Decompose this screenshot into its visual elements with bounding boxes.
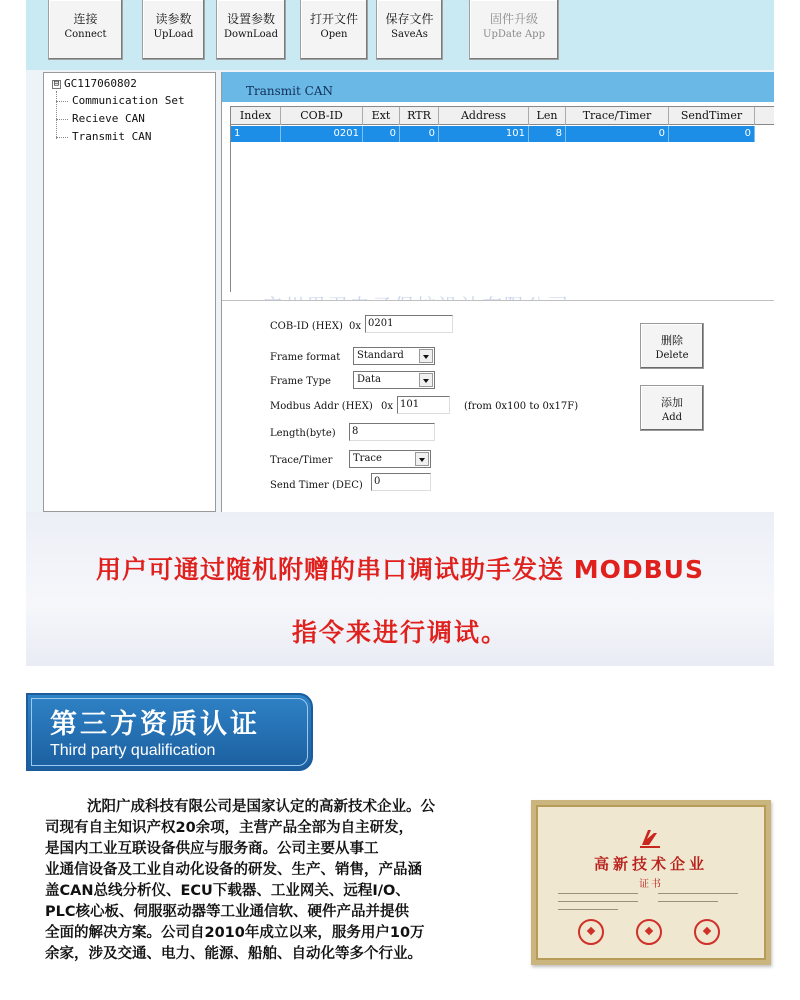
connect-button-en: Connect: [64, 29, 107, 40]
certificate-title: 高新技术企业: [593, 855, 708, 873]
certificate-text-line: [558, 909, 618, 910]
trace-timer-value: Trace: [353, 453, 382, 464]
certificate-text-line: [658, 893, 738, 894]
tree-root-label: GC117060802: [64, 77, 137, 90]
can-table: [230, 106, 774, 292]
add-button[interactable]: [640, 385, 704, 431]
description-line: 是国内工业互联设备供应与服务商。公司主要从事工: [45, 841, 379, 857]
frame-type-select[interactable]: [353, 371, 435, 389]
connect-button[interactable]: [48, 0, 123, 60]
column-header-len[interactable]: Len: [529, 107, 566, 125]
red-seal-icon: [636, 919, 662, 945]
delete-button[interactable]: [640, 323, 704, 369]
cell-cob-id: 0201: [281, 126, 363, 142]
cell-index: 1: [231, 126, 281, 142]
modbus-addr-input[interactable]: 101: [397, 396, 450, 414]
open-file-button-zh: 打开文件: [309, 12, 358, 26]
chevron-down-icon[interactable]: [419, 349, 433, 363]
certificate-paper: [536, 805, 766, 960]
company-description: [45, 797, 525, 965]
certificate-text-line: [658, 901, 718, 902]
transmit-can-panel: [221, 72, 774, 512]
send-timer-label: Send Timer (DEC): [270, 480, 363, 491]
section-title: 第三方资质认证: [50, 709, 260, 740]
hi-tech-emblem-icon: [638, 827, 662, 849]
cob-id-input[interactable]: 0201: [365, 315, 453, 333]
description-line: PLC核心板、伺服驱动器等工业通信软、硬件产品并提供: [45, 904, 410, 920]
frame-format-label: Frame format: [270, 352, 341, 363]
cob-id-label: COB-ID (HEX): [270, 321, 343, 332]
cell-rtr: 0: [400, 126, 439, 142]
update-app-button[interactable]: [469, 0, 559, 60]
certificate-text-line: [558, 901, 638, 902]
panel-title: Transmit CAN: [246, 84, 333, 98]
column-header-trace-timer[interactable]: Trace/Timer: [566, 107, 669, 125]
add-button-zh: 添加: [661, 396, 683, 409]
chevron-down-icon[interactable]: [415, 452, 429, 466]
table-header: [231, 107, 774, 125]
toolbar: [26, 0, 774, 70]
column-header-ext[interactable]: Ext: [363, 107, 400, 125]
description-line: 业通信设备及工业自动化设备的研发、生产、销售，产品涵: [45, 862, 422, 878]
delete-button-en: Delete: [655, 350, 689, 361]
trace-timer-label: Trace/Timer: [270, 455, 333, 466]
save-file-button[interactable]: [376, 0, 443, 60]
add-button-en: Add: [661, 412, 683, 423]
open-file-button[interactable]: [300, 0, 368, 60]
description-line: 司现有自主知识产权20余项，主营产品全部为自主研发，: [45, 820, 414, 836]
download-button-zh: 设置参数: [226, 12, 275, 26]
update-app-button-zh: 固件升级: [489, 12, 538, 26]
tree-item-recieve-can[interactable]: Recieve CAN: [56, 112, 145, 125]
save-file-button-en: SaveAs: [391, 29, 428, 40]
cell-ext: 0: [363, 126, 400, 142]
description-line: 余家，涉及交通、电力、能源、船舶、自动化等多个行业。: [45, 946, 422, 962]
description-line: 盖CAN总线分析仪、ECU下载器、工业网关、远程I/O、: [45, 883, 410, 899]
caption-line-1: 用户可通过随机附赠的串口调试助手发送 MODBUS: [96, 555, 704, 584]
send-timer-input[interactable]: 0: [371, 473, 431, 491]
chevron-down-icon[interactable]: [419, 373, 433, 387]
section-subtitle: Third party qualification: [50, 742, 216, 759]
update-app-button-en: UpDate App: [483, 29, 545, 40]
column-header-index[interactable]: Index: [231, 107, 281, 125]
cell-address: 101: [439, 126, 529, 142]
tree-item-transmit-can[interactable]: Transmit CAN: [56, 130, 151, 143]
frame-format-select[interactable]: [353, 347, 435, 365]
upload-button-en: UpLoad: [153, 29, 194, 40]
frame-type-value: Data: [357, 374, 381, 385]
modbus-addr-prefix: 0x: [381, 401, 394, 412]
column-header-address[interactable]: Address: [439, 107, 529, 125]
cell-send-timer: 0: [669, 126, 755, 142]
transmit-form: [222, 300, 774, 512]
open-file-button-en: Open: [320, 29, 348, 40]
certificate-subtitle: 证书: [639, 879, 663, 890]
download-button-en: DownLoad: [223, 29, 279, 40]
length-label: Length(byte): [270, 428, 336, 439]
modbus-addr-hint: (from 0x100 to 0x17F): [464, 401, 579, 412]
column-header-rtr[interactable]: RTR: [400, 107, 439, 125]
download-button[interactable]: [216, 0, 286, 60]
tree-root[interactable]: [52, 77, 137, 90]
red-seal-icon: [578, 919, 604, 945]
caption-band: [26, 512, 774, 666]
cob-id-prefix: 0x: [349, 321, 362, 332]
panel-header: [222, 72, 774, 102]
device-tree: [43, 72, 216, 512]
table-row[interactable]: [231, 126, 755, 142]
certificate-image: [531, 800, 771, 965]
caption-line-2: 指令来进行调试。: [291, 618, 508, 647]
length-input[interactable]: 8: [349, 423, 435, 441]
modbus-addr-label: Modbus Addr (HEX): [270, 401, 373, 412]
trace-timer-select[interactable]: [349, 450, 431, 468]
column-header-send-timer[interactable]: SendTimer: [669, 107, 755, 125]
frame-format-value: Standard: [357, 350, 404, 361]
cell-len: 8: [529, 126, 566, 142]
cell-trace-timer: 0: [566, 126, 669, 142]
section-banner: [26, 693, 313, 771]
tree-item-communication-set[interactable]: Communication Set: [56, 94, 185, 107]
description-line: 沈阳广成科技有限公司是国家认定的高新技术企业。公: [87, 799, 435, 815]
upload-button[interactable]: [142, 0, 205, 60]
certificate-text-line: [558, 893, 638, 894]
frame-type-label: Frame Type: [270, 376, 331, 387]
save-file-button-zh: 保存文件: [385, 12, 434, 26]
red-seal-icon: [694, 919, 720, 945]
collapse-icon[interactable]: ⊟: [53, 79, 60, 89]
connect-button-zh: 连接: [73, 12, 98, 26]
upload-button-zh: 读参数: [155, 12, 192, 26]
description-line: 全面的解决方案。公司自2010年成立以来，服务用户10万: [45, 925, 425, 941]
delete-button-zh: 删除: [661, 334, 683, 347]
column-header-cob-id[interactable]: COB-ID: [281, 107, 363, 125]
software-screenshot: [26, 0, 774, 512]
